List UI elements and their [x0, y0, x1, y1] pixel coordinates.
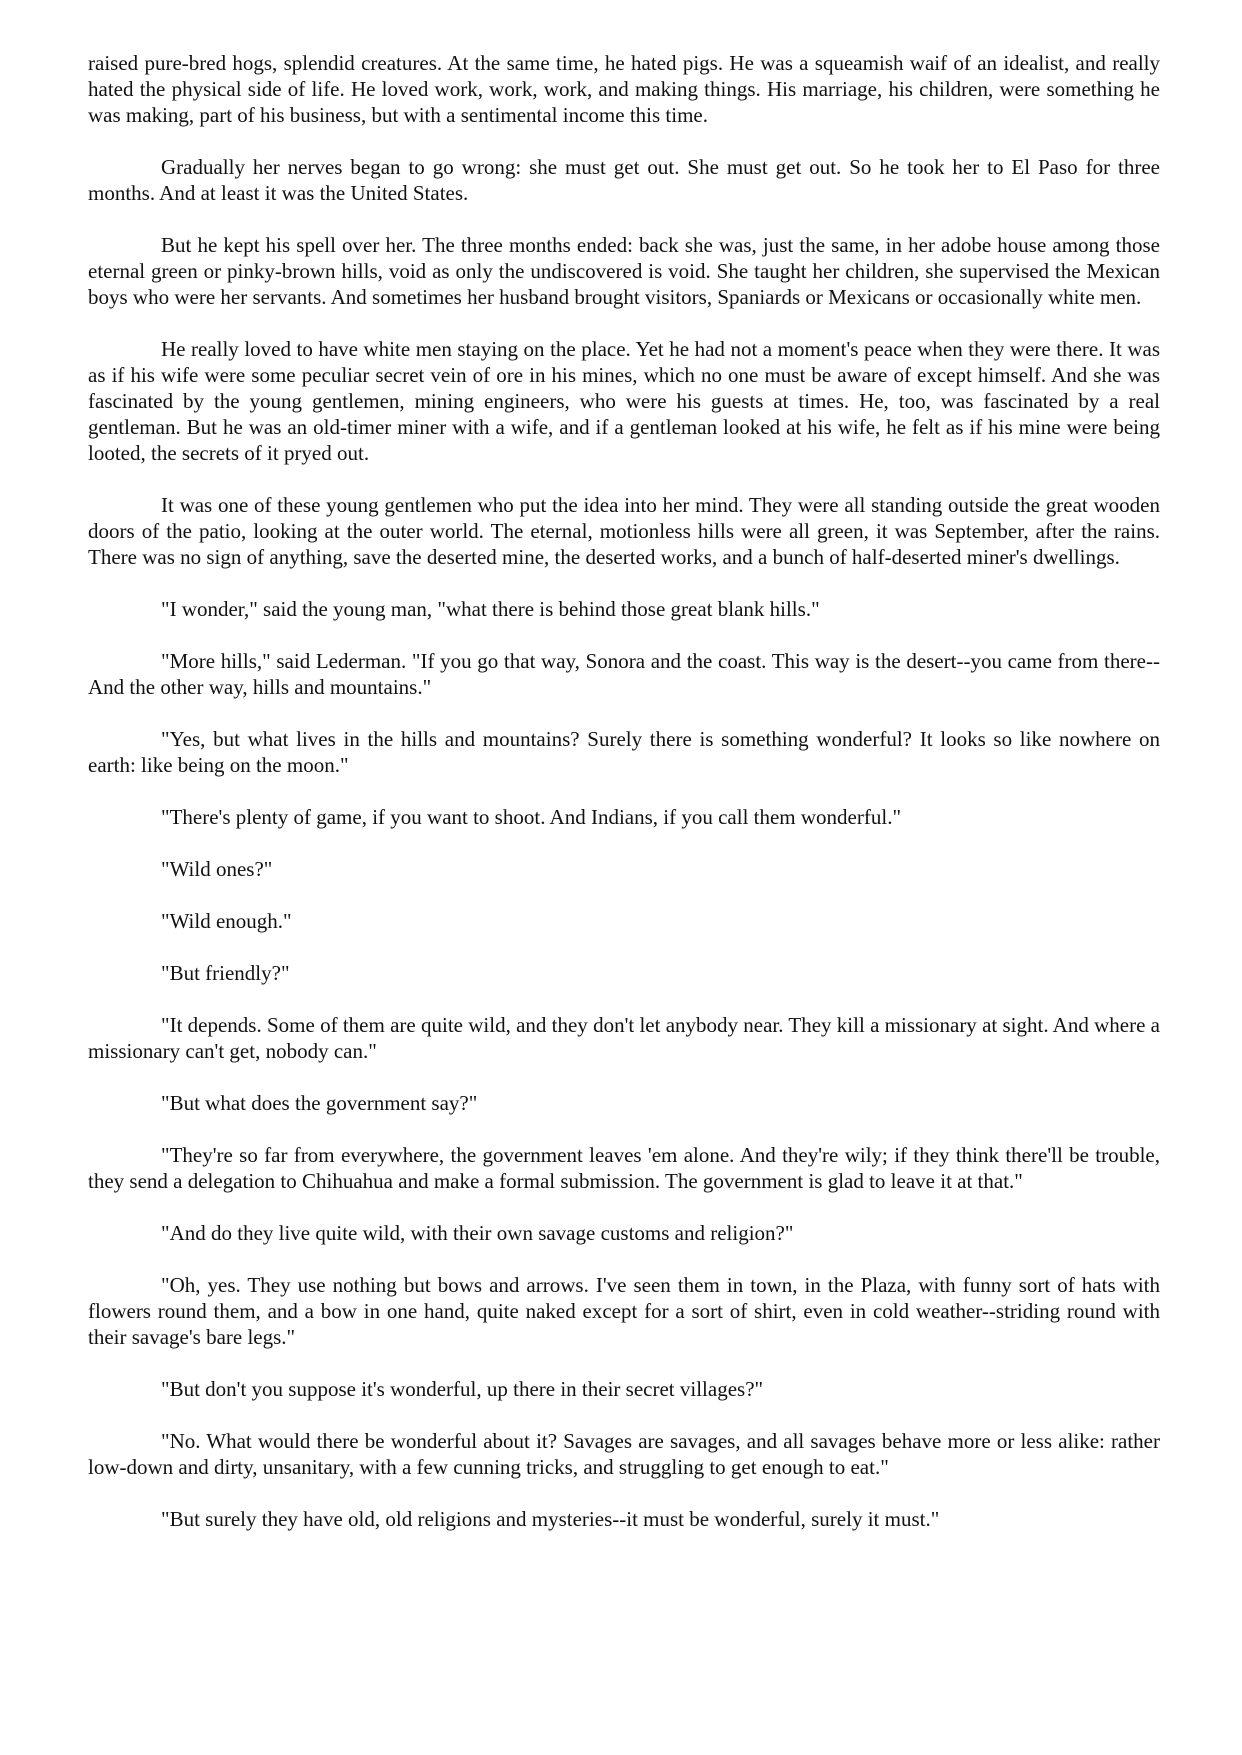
paragraph: "But don't you suppose it's wonderful, up there in their secret villages?"	[161, 1377, 764, 1401]
paragraph: It was one of these young gentlemen who put the idea into her mind. They were all standing outside the great wooden doors of the patio, looking at the outer world. The eternal, motionless hills were all green, it was September, after the rains. There was no sign of anything, save the deserted mine, the deserted works, and a bunch of half-deserted miner's dwellings.	[88, 493, 1160, 569]
paragraph: "They're so far from everywhere, the government leaves 'em alone. And they're wily; if they think there'll be trouble, they send a delegation to Chihuahua and make a formal submission. The government is glad to leave it at that."	[88, 1143, 1160, 1193]
paragraph: "But friendly?"	[161, 961, 290, 985]
paragraph: "More hills," said Lederman. "If you go that way, Sonora and the coast. This way is the desert--you came from there--And the other way, hills and mountains."	[88, 649, 1160, 699]
paragraph: But he kept his spell over her. The three months ended: back she was, just the same, in her adobe house among those eternal green or pinky-brown hills, void as only the undiscovered is void. She taught her children, she supervised the Mexican boys who were her servants. And sometimes her husband brought visitors, Spaniards or Mexicans or occasionally white men.	[88, 233, 1160, 309]
paragraph: "Yes, but what lives in the hills and mountains? Surely there is something wonderful? It looks so like nowhere on earth: like being on the moon."	[88, 727, 1160, 777]
paragraph: "Wild ones?"	[161, 857, 273, 881]
paragraph: raised pure-bred hogs, splendid creatures. At the same time, he hated pigs. He was a squeamish waif of an idealist, and really hated the physical side of life. He loved work, work, work, and making things. His marriage, his children, were something he was making, part of his business, but with a sentimental income this time.	[88, 51, 1160, 127]
paragraph: "Wild enough."	[161, 909, 292, 933]
paragraph: "I wonder," said the young man, "what there is behind those great blank hills."	[161, 597, 820, 621]
paragraph: Gradually her nerves began to go wrong: she must get out. She must get out. So he took her to El Paso for three months. And at least it was the United States.	[88, 155, 1160, 205]
paragraph: "There's plenty of game, if you want to shoot. And Indians, if you call them wonderful."	[161, 805, 902, 829]
paragraph: "No. What would there be wonderful about it? Savages are savages, and all savages behave more or less alike: rather low-down and dirty, unsanitary, with a few cunning tricks, and struggling to get enough to eat."	[88, 1429, 1160, 1479]
paragraph: "It depends. Some of them are quite wild, and they don't let anybody near. They kill a missionary at sight. And where a missionary can't get, nobody can."	[88, 1013, 1160, 1063]
document-page	[88, 50, 1160, 1558]
paragraph: "But what does the government say?"	[161, 1091, 478, 1115]
paragraph: "Oh, yes. They use nothing but bows and arrows. I've seen them in town, in the Plaza, with funny sort of hats with flowers round them, and a bow in one hand, quite naked except for a sort of shirt, even in cold weather--striding round with their savage's bare legs."	[88, 1273, 1160, 1349]
paragraph: He really loved to have white men staying on the place. Yet he had not a moment's peace when they were there. It was as if his wife were some peculiar secret vein of ore in his mines, which no one must be aware of except himself. And she was fascinated by the young gentlemen, mining engineers, who were his guests at times. He, too, was fascinated by a real gentleman. But he was an old-timer miner with a wife, and if a gentleman looked at his wife, he felt as if his mine were being looted, the secrets of it pryed out.	[88, 337, 1160, 465]
paragraph: "But surely they have old, old religions and mysteries--it must be wonderful, surely it must."	[161, 1507, 940, 1531]
paragraph: "And do they live quite wild, with their own savage customs and religion?"	[161, 1221, 794, 1245]
